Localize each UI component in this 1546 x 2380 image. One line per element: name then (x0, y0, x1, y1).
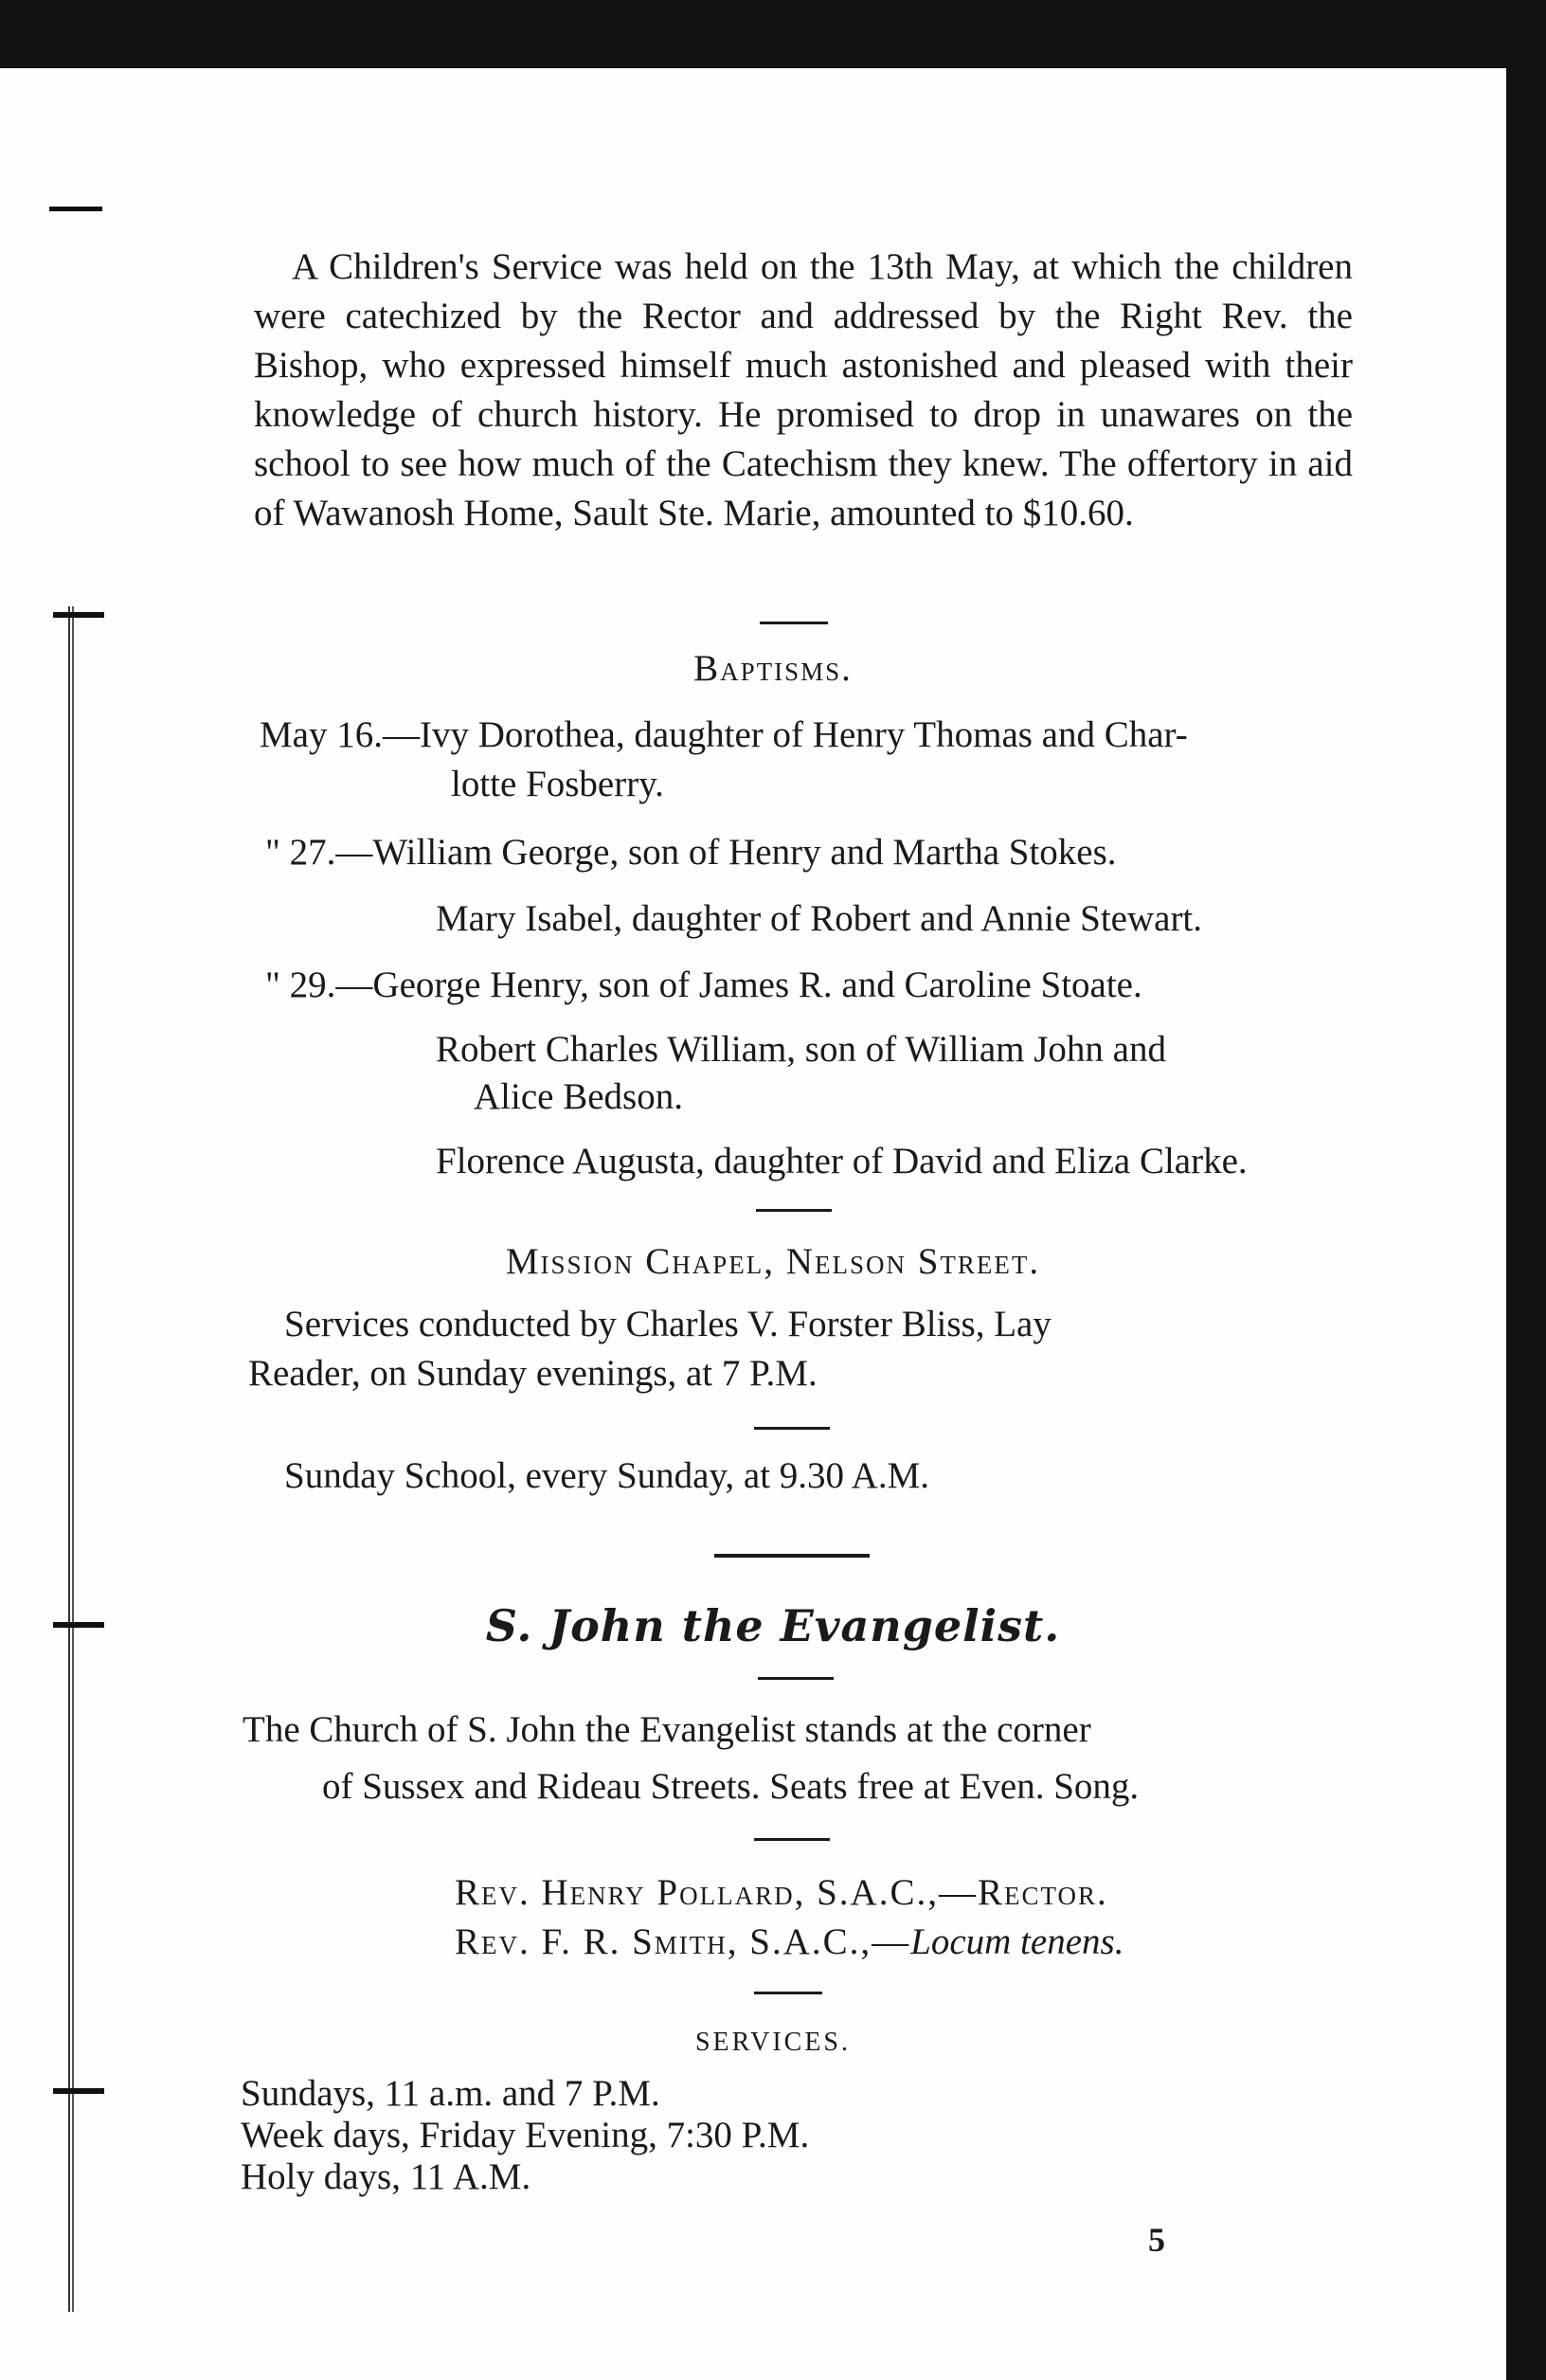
margin-mark (53, 2088, 104, 2094)
st-john-title: S. John the Evangelist. (485, 1600, 1061, 1651)
services-heading: SERVICES. (694, 2028, 851, 2057)
divider (754, 1992, 822, 1994)
baptisms-heading: Baptisms. (693, 648, 853, 689)
margin-mark (49, 207, 102, 211)
baptism-entry: Mary Isabel, daughter of Robert and Annie Stewart. (436, 898, 1203, 939)
st-john-description: of Sussex and Rideau Streets. Seats free at Even. Song. (322, 1766, 1140, 1807)
baptism-text: George Henry, son of James R. and Caroline Stoate. (372, 965, 1142, 1005)
baptism-continuation: Alice Bedson. (474, 1076, 683, 1117)
service-time: Sundays, 11 a.m. and 7 P.M. (241, 2073, 660, 2114)
divider (754, 1838, 830, 1841)
divider (754, 1427, 830, 1430)
sunday-school: Sunday School, every Sunday, at 9.30 A.M. (284, 1455, 929, 1496)
baptism-entry (260, 711, 1188, 760)
divider (758, 1677, 834, 1680)
mission-services-line: Services conducted by Charles V. Forster Bliss, Lay (284, 1304, 1052, 1344)
baptism-continuation: lotte Fosberry. (451, 764, 664, 804)
divider (760, 622, 828, 624)
intro-paragraph: A Children's Service was held on the 13th May, at which the children were catechized by the Rector and addressed by the Right Rev. the Bishop, who expressed himself much astonished and pleased with their knowledge of church history. He promised to drop in unawares on the school to see how much of the Catechism they knew. The offertory in aid of Wawanosh Home, Sault Ste. Marie, amounted to $10.60. (254, 246, 1353, 533)
baptism-entry (265, 961, 1142, 1010)
baptism-entry: Robert Charles William, son of William John and (436, 1029, 1166, 1070)
divider (756, 1209, 832, 1212)
baptism-date: " 27.— (265, 832, 373, 873)
st-john-description: The Church of S. John the Evangelist stands at the corner (243, 1709, 1091, 1750)
rector-line: Rev. Henry Pollard, S.A.C.,—Rector. (455, 1872, 1108, 1913)
mission-chapel-heading: Mission Chapel, Nelson Street. (505, 1241, 1041, 1282)
baptism-entry: Florence Augusta, daughter of David and Eliza Clarke. (436, 1141, 1248, 1181)
baptism-text: Ivy Dorothea, daughter of Henry Thomas and Char- (420, 714, 1188, 755)
locum-line (455, 1918, 1124, 1967)
baptism-text: William George, son of Henry and Martha Stokes. (372, 832, 1117, 873)
margin-mark (53, 612, 104, 618)
locum-role: Locum tenens. (910, 1921, 1124, 1962)
page-number: 5 (1148, 2221, 1165, 2259)
service-time: Holy days, 11 A.M. (241, 2156, 531, 2197)
locum-name: Rev. F. R. Smith, S.A.C.,— (455, 1921, 911, 1962)
baptism-entry (265, 828, 1117, 877)
section-divider (714, 1554, 870, 1558)
service-time: Week days, Friday Evening, 7:30 P.M. (241, 2115, 810, 2155)
mission-services-line: Reader, on Sunday evenings, at 7 P.M. (248, 1353, 818, 1394)
baptism-date: " 29.— (265, 965, 373, 1005)
baptism-date: May 16.— (260, 714, 420, 755)
